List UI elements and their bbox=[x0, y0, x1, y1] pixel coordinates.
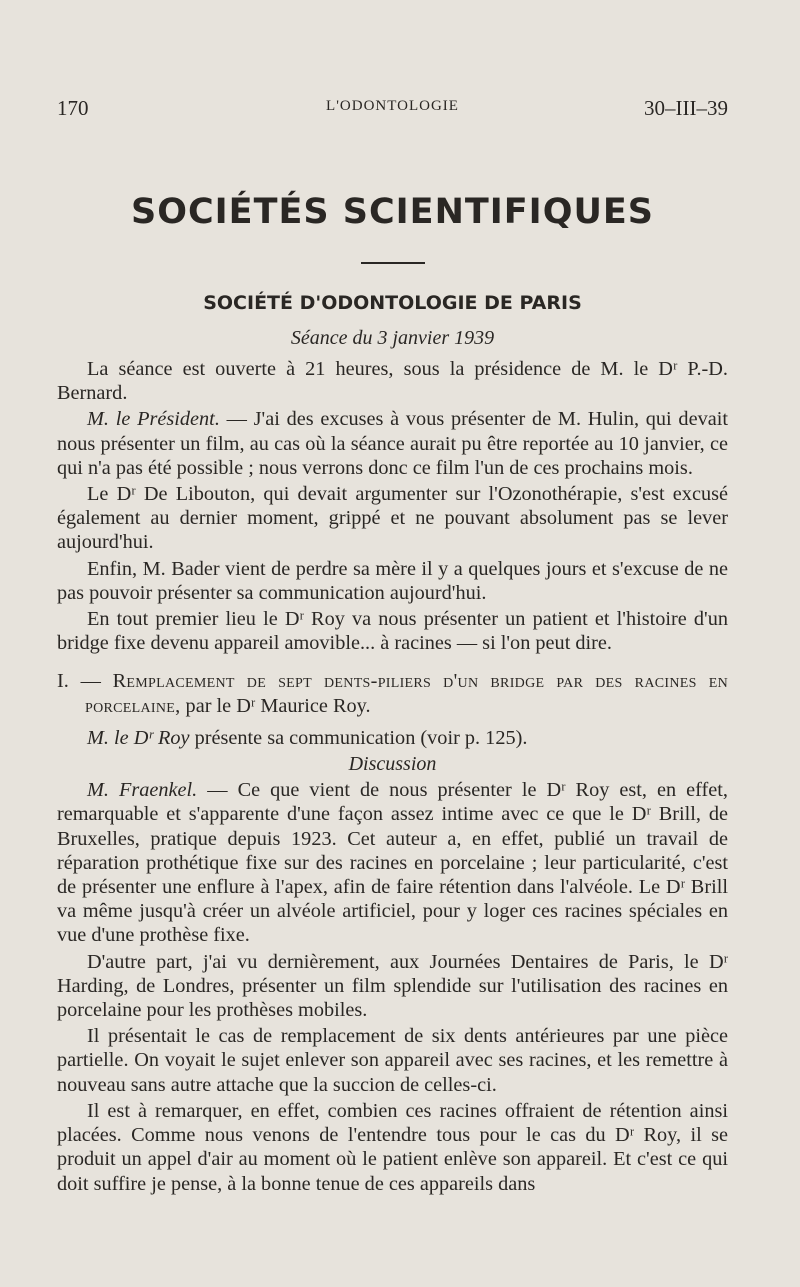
paragraph: Il présentait le cas de remplacement de six dents antérieures par une pièce partielle. On voyait le sujet enlever son appareil avec ses racines, et les remettre à nouveau sans autre attache que la succion de celles-ci. bbox=[57, 1025, 728, 1096]
issue-date: 30–III–39 bbox=[644, 96, 728, 120]
paragraph: La séance est ouverte à 21 heures, sous la présidence de M. le Dʳ P.-D. Bernard. bbox=[57, 358, 728, 405]
speaker-name: M. le Président. bbox=[87, 408, 220, 431]
section-title: SOCIÉTÉS SCIENTIFIQUES bbox=[131, 192, 654, 232]
title-divider bbox=[361, 262, 425, 264]
speaker-name: M. Fraenkel. bbox=[87, 779, 198, 802]
running-header bbox=[57, 96, 728, 126]
paragraph: D'autre part, j'ai vu dernièrement, aux Journées Dentaires de Paris, le Dʳ Harding, de Londres, présenter un film splendide sur l'utilisation des racines en porcelaine pour les prothèses mobiles. bbox=[57, 950, 728, 1022]
communication-heading bbox=[57, 669, 728, 717]
paragraph-text: présente sa communication (voir p. 125). bbox=[189, 726, 528, 749]
discussion-heading: Discussion bbox=[348, 753, 437, 776]
paragraph bbox=[57, 726, 728, 750]
speaker-name: M. le Dʳ Roy bbox=[87, 726, 190, 749]
society-heading: SOCIÉTÉ D'ODONTOLOGIE DE PARIS bbox=[203, 292, 582, 314]
paragraph-text: — J'ai des excuses à vous présenter de M. Hulin, qui devait nous présenter un film, au cas où la séance aurait pu être reportée au 10 janvier, ce qui n'a pas été possible ; nous verrons donc ce film l'un de ces prochains mois. bbox=[57, 408, 728, 479]
journal-title: L'ODONTOLOGIE bbox=[326, 98, 459, 114]
article-body bbox=[57, 357, 728, 1198]
paragraph bbox=[57, 407, 728, 480]
paragraph: Enfin, M. Bader vient de perdre sa mère il y a quelques jours et s'excuse de ne pas pouvoir présenter sa communication aujourd'hui. bbox=[57, 557, 728, 604]
session-date: Séance du 3 janvier 1939 bbox=[290, 327, 495, 349]
communication-author: par le Dʳ Maurice Roy. bbox=[180, 694, 371, 717]
paragraph bbox=[57, 778, 728, 947]
paragraph: Le Dʳ De Libouton, qui devait argumenter sur l'Ozonothérapie, s'est excusé également au dernier moment, grippé et ne pouvant absolument pas se lever aujourd'hui. bbox=[57, 483, 728, 554]
paragraph-text: — Ce que vient de nous présenter le Dʳ Roy est, en effet, remarquable et s'apparente d'une façon assez intime avec ce que le Dʳ Brill, de Bruxelles, pratique depuis 1923. Cet auteur a, en effet, publié un travail de réparation prothétique fixe sur des racines en porcelaine ; leur particularité, c'est de présenter une enflure à l'apex, afin de faire rétention dans l'alvéole. Le Dʳ Brill va même jusqu'à créer un alvéole artificiel, pour y loger ces racines spéciales en vue d'une prothèse fixe. bbox=[57, 779, 728, 947]
paragraph: En tout premier lieu le Dʳ Roy va nous présenter un patient et l'histoire d'un bridge fixe devenu appareil amovible... à racines — si l'on peut dire. bbox=[57, 608, 728, 655]
communication-title: Remplacement de sept dents-piliers d'un bridge par des racines en porcelaine, bbox=[85, 670, 728, 717]
paragraph: Il est à remarquer, en effet, combien ces racines offraient de rétention ainsi placées. Comme nous venons de l'entendre tous pour le cas du Dʳ Roy, il se produit un appel d'air au moment où le patient enlève son appareil. Et c'est ce qui doit suffire je pense, à la bonne tenue de ces appareils dans bbox=[57, 1099, 728, 1195]
section-number: I. — bbox=[57, 670, 113, 693]
page-number: 170 bbox=[57, 96, 89, 120]
